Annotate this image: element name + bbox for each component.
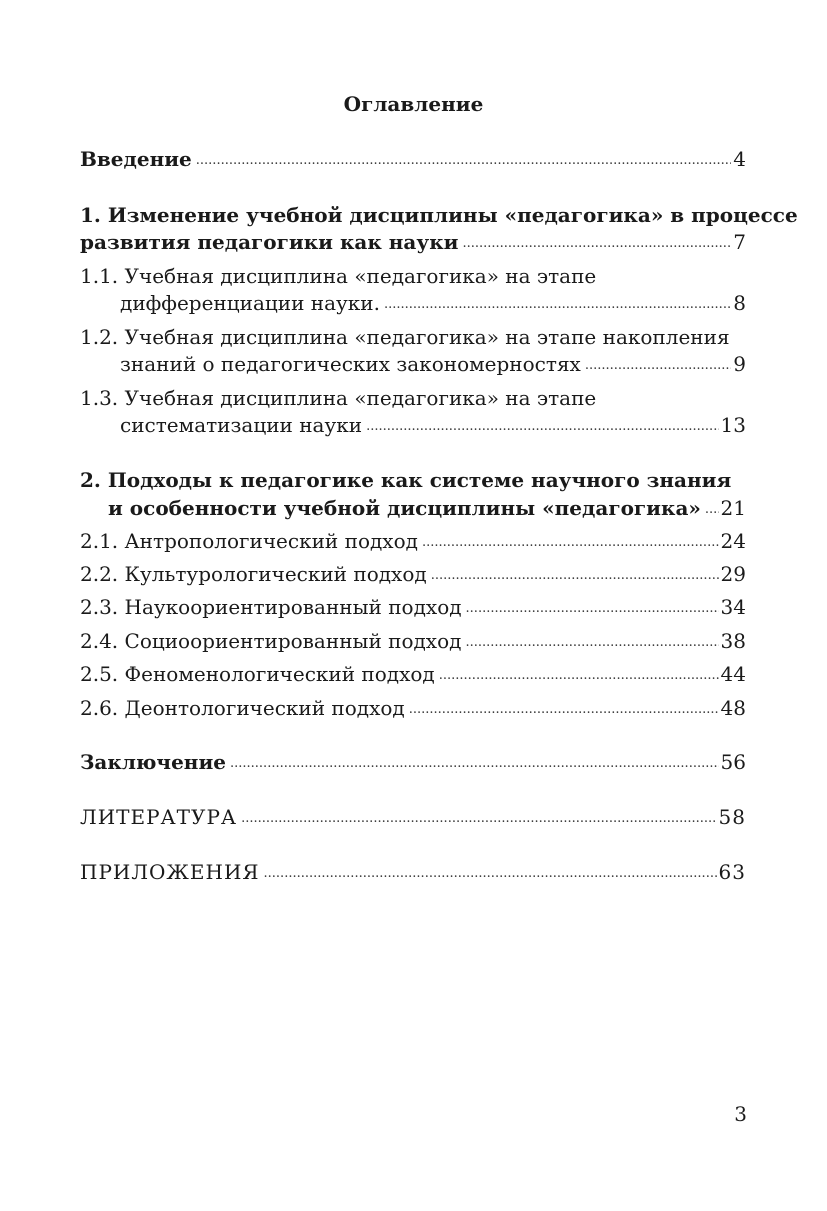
toc-entry-title: знаний о педагогических закономерностях — [120, 352, 581, 376]
toc-page-number: 48 — [720, 696, 746, 720]
toc-page-number: 44 — [720, 662, 746, 686]
toc-entry-intro[interactable] — [80, 146, 746, 176]
dot-leader — [241, 806, 716, 832]
dot-leader — [431, 563, 719, 589]
dot-leader — [384, 292, 731, 318]
toc-entry-title: дифференциации науки. — [120, 291, 380, 315]
toc-section-2-4[interactable] — [80, 628, 746, 658]
toc-page-number: 38 — [720, 629, 746, 653]
toc-entry-title: 2.1. Антропологический подход — [80, 529, 418, 553]
toc-section-1-1-line1[interactable]: 1.1. Учебная дисциплина «педагогика» на этапе — [80, 264, 597, 288]
toc-chapter-2-line1[interactable]: 2. Подходы к педагогике как системе научного знания — [80, 468, 732, 492]
toc-chapter-1-line1[interactable]: 1. Изменение учебной дисциплины «педагогика» в процессе — [80, 203, 798, 227]
dot-leader — [462, 231, 731, 257]
dot-leader — [409, 697, 719, 723]
toc-section-2-2[interactable] — [80, 561, 746, 591]
toc-entry-title: Введение — [80, 147, 192, 171]
toc-entry-title: и особенности учебной дисциплины «педагогика» — [108, 496, 701, 520]
page-title: Оглавление — [343, 92, 484, 116]
toc-entry-title: систематизации науки — [120, 413, 363, 437]
toc-page-number: 4 — [733, 147, 746, 171]
toc-page-number: 34 — [720, 595, 746, 619]
toc-section-2-5[interactable] — [80, 661, 746, 691]
dot-leader — [264, 861, 717, 887]
dot-leader — [366, 414, 718, 440]
toc-entry-literature[interactable] — [80, 804, 746, 834]
toc-page-number: 9 — [733, 352, 746, 376]
toc-entry-appendices[interactable] — [80, 859, 746, 889]
dot-leader — [465, 630, 718, 656]
toc-page-number: 56 — [720, 750, 746, 774]
toc-entry-title: 2.4. Социоориентированный подход — [80, 629, 462, 653]
toc-chapter-1[interactable] — [80, 229, 746, 259]
dot-leader — [422, 530, 719, 556]
toc-entry-title: ПРИЛОЖЕНИЯ — [80, 860, 260, 884]
dot-leader — [705, 497, 719, 523]
toc-page-number: 8 — [733, 291, 746, 315]
toc-section-2-6[interactable] — [80, 695, 746, 725]
toc-page-number: 58 — [718, 805, 746, 829]
toc-page-number: 13 — [720, 413, 746, 437]
dot-leader — [196, 148, 731, 174]
toc-entry-title: 2.2. Культурологический подход — [80, 562, 427, 586]
toc-section-1-2-line1[interactable]: 1.2. Учебная дисциплина «педагогика» на этапе накопления — [80, 325, 730, 349]
dot-leader — [439, 663, 719, 689]
toc-section-2-3[interactable] — [80, 594, 746, 624]
toc-section-1-3-line1[interactable]: 1.3. Учебная дисциплина «педагогика» на этапе — [80, 386, 597, 410]
toc-page-number: 29 — [720, 562, 746, 586]
toc-page-number: 21 — [720, 496, 746, 520]
toc-chapter-2[interactable] — [108, 495, 746, 525]
toc-section-1-1[interactable] — [120, 290, 746, 320]
dot-leader — [585, 353, 731, 379]
page-number: 3 — [734, 1102, 747, 1126]
toc-page-number: 24 — [720, 529, 746, 553]
toc-entry-title: Заключение — [80, 750, 226, 774]
toc-entry-title: 2.3. Наукоориентированный подход — [80, 595, 462, 619]
dot-leader — [466, 596, 719, 622]
toc-entry-conclusion[interactable] — [80, 749, 746, 779]
toc-section-1-2[interactable] — [120, 351, 746, 381]
dot-leader — [230, 751, 719, 777]
toc-entry-title: ЛИТЕРАТУРА — [80, 805, 238, 829]
toc-section-2-1[interactable] — [80, 528, 746, 558]
toc-entry-title: развития педагогики как науки — [80, 230, 459, 254]
toc-page-number: 7 — [733, 230, 746, 254]
toc-page-number: 63 — [718, 860, 746, 884]
toc-section-1-3[interactable] — [120, 412, 746, 442]
toc-entry-title: 2.5. Феноменологический подход — [80, 662, 435, 686]
toc-entry-title: 2.6. Деонтологический подход — [80, 696, 405, 720]
